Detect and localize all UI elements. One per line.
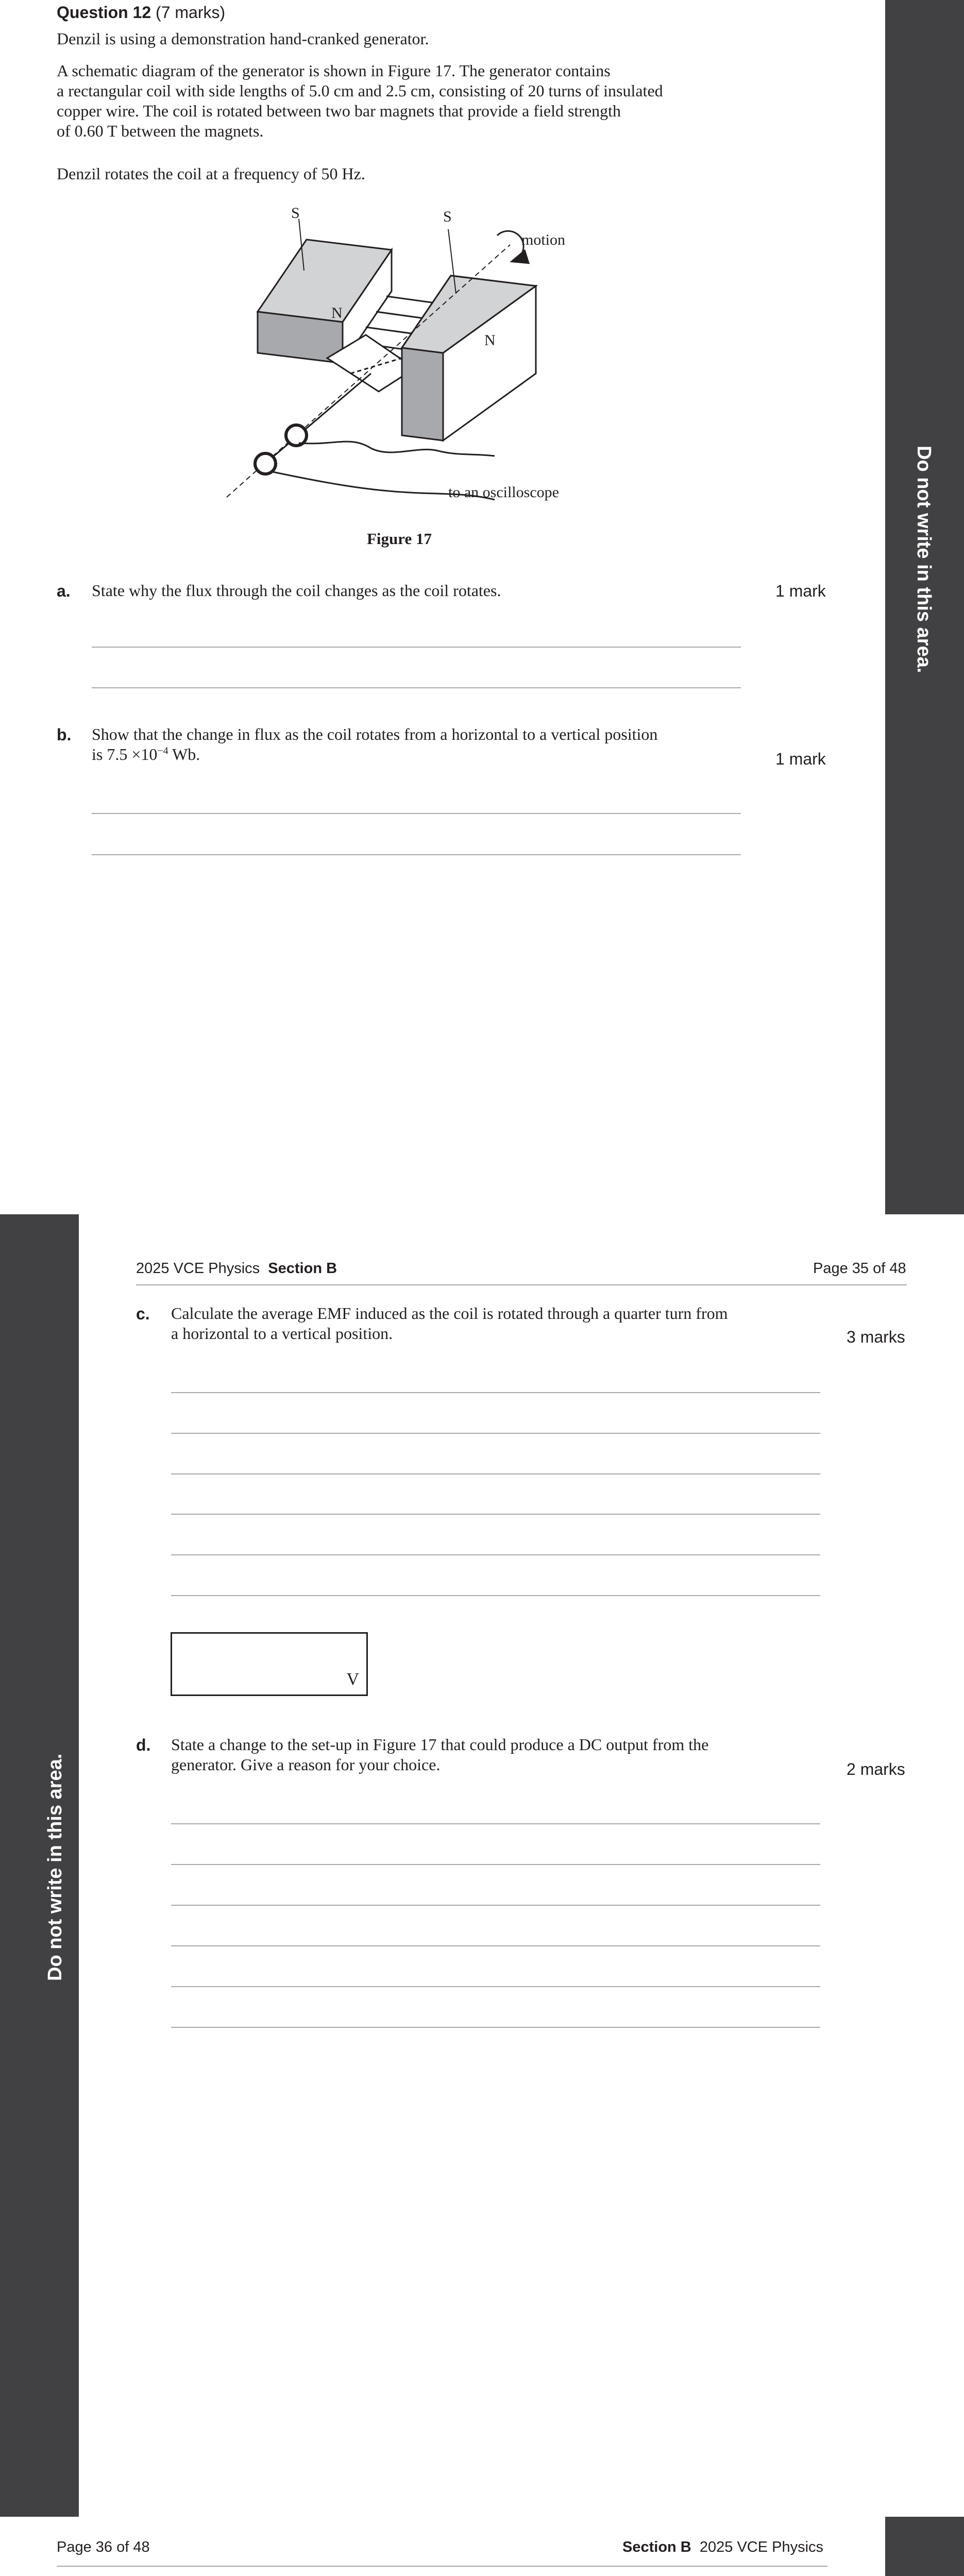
page35-header-right: Page 35 of 48: [813, 1260, 906, 1277]
answer-line[interactable]: [92, 854, 741, 855]
answer-line[interactable]: [171, 1473, 820, 1475]
question-marks: (7 marks): [156, 3, 226, 22]
oscilloscope-lead: [299, 442, 495, 456]
answer-line[interactable]: [92, 647, 741, 648]
generator-diagram: [216, 204, 587, 523]
part-c-marks: 3 marks: [847, 1328, 905, 1346]
answer-line[interactable]: [171, 2027, 820, 2028]
shaft: [255, 374, 371, 474]
label-s-right: S: [443, 208, 452, 225]
intro-paragraph-2: [57, 61, 663, 141]
intro-line: copper wire. The coil is rotated between two bar magnets that provide a field strength: [57, 101, 621, 120]
intro-paragraph-1: Denzil is using a demonstration hand-cranked generator.: [57, 29, 429, 48]
answer-line[interactable]: [171, 1986, 820, 1987]
answer-line[interactable]: [171, 1514, 820, 1515]
intro-line: a rectangular coil with side lengths of 5.0 cm and 2.5 cm, consisting of 20 turns of insulated: [57, 81, 663, 100]
part-a-text: State why the flux through the coil changes as the coil rotates.: [92, 581, 501, 600]
intro-line: of 0.60 T between the magnets.: [57, 122, 264, 140]
label-motion: motion: [521, 231, 566, 248]
answer-line[interactable]: [92, 813, 741, 814]
question-number: Question 12: [57, 3, 151, 22]
part-d-line: generator. Give a reason for your choice.: [171, 1755, 441, 1774]
answer-line[interactable]: [171, 1823, 820, 1824]
answer-box[interactable]: [171, 1632, 368, 1696]
motion-arrow: [497, 231, 523, 261]
part-d-line: State a change to the set-up in Figure 17 that could produce a DC output from the: [171, 1735, 709, 1754]
part-a-marks: 1 mark: [775, 582, 826, 600]
right-magnet: [402, 276, 536, 440]
answer-line[interactable]: [171, 1433, 820, 1434]
label-n-right: N: [484, 332, 496, 349]
header-rule: [136, 1284, 907, 1285]
margin-bar-left: [0, 1214, 79, 2517]
intro-line: A schematic diagram of the generator is shown in Figure 17. The generator contains: [57, 61, 611, 80]
part-b-letter: b.: [57, 725, 72, 744]
part-d-marks: 2 marks: [847, 1760, 905, 1778]
label-s-left: S: [291, 205, 300, 222]
margin-notice-left: Do not write in this area.: [44, 1753, 66, 1981]
answer-line[interactable]: [171, 1595, 820, 1596]
part-c-line: a horizontal to a vertical position.: [171, 1324, 393, 1343]
part-c-line: Calculate the average EMF induced as the coil is rotated through a quarter turn from: [171, 1304, 728, 1323]
page35-header-left: 2025 VCE Physics Section B: [136, 1260, 337, 1277]
page36-footer-right: Section B 2025 VCE Physics: [622, 2539, 824, 2555]
part-d-letter: d.: [136, 1736, 151, 1754]
figure-caption: Figure 17: [367, 530, 432, 548]
label-oscilloscope: to an oscilloscope: [448, 484, 559, 501]
part-b-text: [92, 724, 657, 765]
part-c-text: [171, 1303, 728, 1344]
part-a-letter: a.: [57, 582, 71, 600]
part-b-line: Show that the change in flux as the coil rotates from a horizontal to a vertical position: [92, 725, 658, 743]
footer-rule: [57, 2566, 827, 2567]
part-b-marks: 1 mark: [775, 750, 826, 768]
answer-line[interactable]: [171, 1392, 820, 1393]
label-n-left: N: [331, 304, 343, 321]
answer-line[interactable]: [171, 1945, 820, 1946]
question-title: [57, 3, 225, 22]
part-b-line: is $7.5 \times 10^{-4}$ Wb.: [92, 745, 200, 764]
answer-line[interactable]: [171, 1905, 820, 1906]
part-c-letter: c.: [136, 1304, 150, 1323]
answer-line[interactable]: [92, 687, 741, 688]
part-d-text: [171, 1735, 708, 1775]
margin-bar-right-bottom: [885, 2517, 964, 2576]
answer-line[interactable]: [171, 1554, 820, 1555]
page36-footer-left: Page 36 of 48: [57, 2539, 150, 2555]
answer-line[interactable]: [171, 1864, 820, 1865]
answer-unit: V: [346, 1670, 359, 1689]
intro-paragraph-3: Denzil rotates the coil at a frequency of 50 Hz.: [57, 164, 365, 183]
